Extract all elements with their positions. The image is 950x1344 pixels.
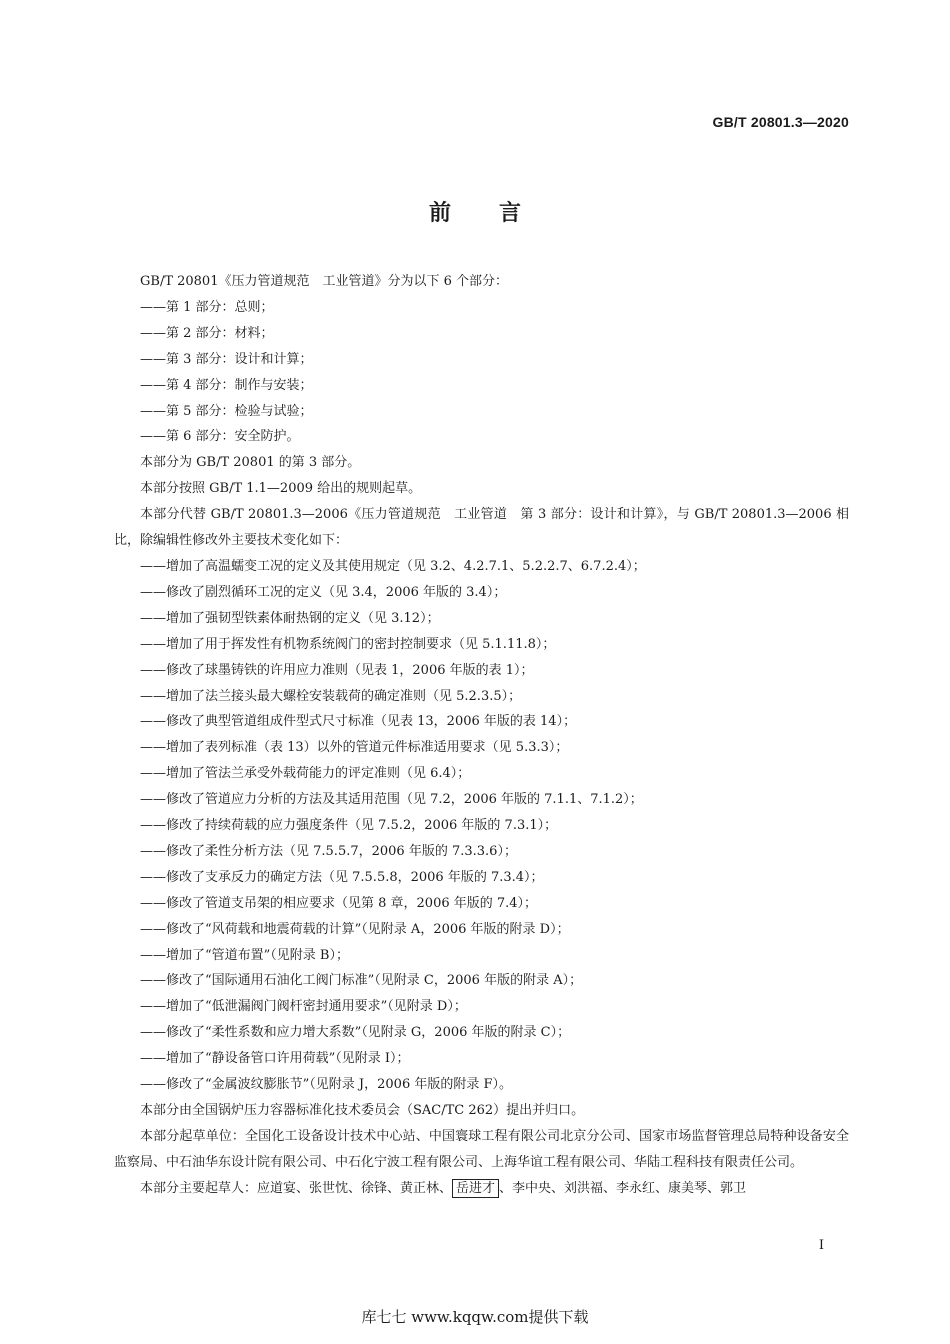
change-item: ——修改了持续荷载的应力强度条件（见 7.5.2，2006 年版的 7.3.1）；	[140, 818, 558, 834]
change-item: ——增加了表列标准（表 13）以外的管道元件标准适用要求（见 5.3.3）；	[140, 740, 569, 756]
paragraph-drafting-units: 本部分起草单位：全国化工设备设计技术中心站、中国寰球工程有限公司北京分公司、国家市场监督管理总局特种设备安全监察局、中石油华东设计院有限公司、中石化宁波工程有限公司、上海华谊工程有限公司、华陆工程科技有限责任公司。	[114, 1128, 849, 1170]
foreword-body	[114, 269, 849, 1202]
list-item-part-6: ——第 6 部分：安全防护。	[140, 429, 300, 445]
title-char-1: 前	[428, 201, 451, 226]
change-item: ——增加了法兰接头最大螺栓安装载荷的确定准则（见 5.2.3.5）；	[140, 688, 522, 704]
standard-code: GB/T 20801.3—2020	[712, 114, 849, 130]
change-item: ——修改了剧烈循环工况的定义（见 3.4，2006 年版的 3.4）；	[140, 584, 507, 600]
change-item: ——修改了“国际通用石油化工阀门标准”（见附录 C，2006 年版的附录 A）；	[140, 973, 583, 989]
drafters-text-after: 、李中央、刘洪福、李永红、康美琴、郭卫	[499, 1180, 747, 1196]
list-item-part-5: ——第 5 部分：检验与试验；	[140, 403, 313, 419]
change-item: ——增加了“低泄漏阀门阀杆密封通用要求”（见附录 D）；	[140, 999, 467, 1015]
list-item-part-4: ——第 4 部分：制作与安装；	[140, 377, 313, 393]
change-item: ——增加了用于挥发性有机物系统阀门的密封控制要求（见 5.1.11.8）；	[140, 636, 556, 652]
page-title	[0, 196, 950, 227]
title-char-2: 言	[499, 201, 522, 226]
change-item: ——修改了球墨铸铁的许用应力准则（见表 1，2006 年版的表 1）；	[140, 662, 534, 678]
paragraph-proposer: 本部分由全国锅炉压力容器标准化技术委员会（SAC/TC 262）提出并归口。	[140, 1103, 585, 1118]
list-item-part-3: ——第 3 部分：设计和计算；	[140, 351, 313, 367]
change-item: ——增加了强韧型铁素体耐热钢的定义（见 3.12）；	[140, 610, 440, 626]
change-item: ——修改了支承反力的确定方法（见 7.5.5.8，2006 年版的 7.3.4）；	[140, 869, 544, 885]
drafters-text-before: 本部分主要起草人：应道宴、张世忱、徐锋、黄正林、	[140, 1180, 453, 1196]
paragraph-parts-intro: GB/T 20801《压力管道规范 工业管道》分为以下 6 个部分：	[140, 274, 509, 289]
change-item: ——修改了“柔性系数和应力增大系数”（见附录 G，2006 年版的附录 C）；	[140, 1025, 571, 1041]
list-item-part-1: ——第 1 部分：总则；	[140, 299, 274, 315]
change-item: ——增加了“静设备管口许用荷载”（见附录 I）；	[140, 1051, 410, 1067]
change-item: ——增加了“管道布置”（见附录 B）；	[140, 947, 349, 963]
page-number: I	[818, 1238, 824, 1253]
paragraph-replaces: 本部分代替 GB/T 20801.3—2006《压力管道规范 工业管道 第 3 部分：设计和计算》，与 GB/T 20801.3—2006 相比，除编辑性修改外主要技术变化如下：	[114, 507, 849, 549]
change-item: ——增加了高温蠕变工况的定义及其使用规定（见 3.2、4.2.7.1、5.2.2.7、6.7.2.4）；	[140, 558, 646, 574]
download-footer: 库七七 www.kqqw.com提供下载	[361, 1308, 589, 1326]
change-item: ——修改了“风荷载和地震荷载的计算”（见附录 A，2006 年版的附录 D）；	[140, 921, 570, 937]
paragraph-drafting-rules: 本部分按照 GB/T 1.1—2009 给出的规则起草。	[140, 481, 422, 497]
change-item: ——修改了管道应力分析的方法及其适用范围（见 7.2，2006 年版的 7.1.1、7.1.2）；	[140, 792, 643, 808]
list-item-part-2: ——第 2 部分：材料；	[140, 325, 274, 341]
change-item: ——修改了“金属波纹膨胀节”（见附录 J，2006 年版的附录 F）。	[140, 1077, 513, 1093]
change-item: ——增加了管法兰承受外载荷能力的评定准则（见 6.4）；	[140, 766, 471, 782]
boxed-drafter-name: 岳进才	[452, 1179, 499, 1198]
change-item: ——修改了典型管道组成件型式尺寸标准（见表 13，2006 年版的表 14）；	[140, 714, 577, 730]
paragraph-this-part: 本部分为 GB/T 20801 的第 3 部分。	[140, 455, 361, 471]
change-item: ——修改了管道支吊架的相应要求（见第 8 章，2006 年版的 7.4）；	[140, 895, 538, 911]
paragraph-drafters	[114, 1176, 849, 1202]
change-item: ——修改了柔性分析方法（见 7.5.5.7，2006 年版的 7.3.3.6）；	[140, 843, 517, 859]
